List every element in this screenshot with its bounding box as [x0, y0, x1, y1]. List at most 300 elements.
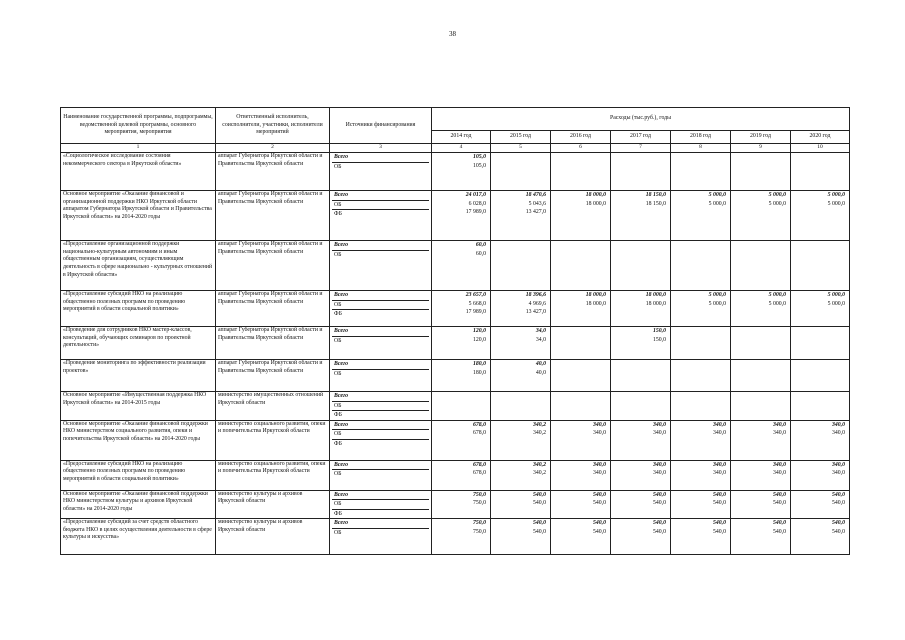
expense-value	[613, 409, 668, 418]
expense-year-cell	[731, 420, 791, 460]
expense-value: 340,0	[712, 430, 726, 436]
expense-value: 540,0	[772, 520, 786, 526]
header-responsible: Ответственный исполнитель, соисполнители, участники, исполнители мероприятий	[216, 108, 330, 144]
expense-value: 18 470,6	[525, 192, 546, 198]
expense-year-cell	[731, 490, 791, 519]
expense-value: 340,0	[831, 470, 845, 476]
expense-year-cell	[491, 519, 551, 555]
expense-value	[613, 250, 668, 259]
expense-value	[733, 360, 788, 369]
measure-name: «Социологическое исследование состояния некоммерческого сектора в Иркутской области»	[61, 153, 216, 191]
expense-year-cell	[491, 392, 551, 421]
expense-value: 540,0	[772, 528, 786, 535]
expense-value: 18 000,0	[585, 292, 606, 298]
expense-year-cell	[551, 191, 611, 241]
expense-year-cell	[791, 519, 850, 555]
expense-value	[793, 409, 847, 418]
expense-year-cell	[611, 327, 671, 360]
expense-value	[793, 241, 847, 250]
expense-value: 340,0	[772, 430, 786, 436]
expense-value	[673, 392, 728, 401]
expense-year-cell	[671, 460, 731, 490]
expense-value	[733, 409, 788, 418]
expense-value	[613, 369, 668, 378]
expense-year-cell	[671, 153, 731, 191]
expense-value: 13 427,0	[525, 309, 546, 315]
expense-year-cell	[551, 420, 611, 460]
expense-value: 6 028,0	[468, 200, 486, 207]
expense-value: 540,0	[712, 520, 726, 526]
column-index: 5	[491, 144, 551, 153]
expense-value: 180,0	[472, 369, 486, 376]
funding-source: Всего	[334, 421, 348, 428]
expense-value	[553, 327, 608, 336]
expense-value: 340,0	[652, 461, 666, 468]
column-index: 7	[611, 144, 671, 153]
expense-year-cell	[671, 291, 731, 327]
expense-value: 750,0	[472, 520, 486, 526]
expense-value: 540,0	[652, 500, 666, 506]
expense-year-cell	[791, 327, 850, 360]
expense-value	[553, 308, 608, 317]
responsible-executor: министерство культуры и архивов Иркутской области	[216, 519, 330, 555]
expense-year-cell	[551, 360, 611, 392]
expense-value	[553, 508, 608, 517]
expense-value	[733, 153, 788, 162]
expense-value: 105,0	[472, 154, 486, 160]
expense-value: 750,0	[472, 500, 486, 506]
expense-value: 540,0	[831, 500, 845, 506]
expense-value	[434, 392, 488, 401]
expense-year-cell	[551, 490, 611, 519]
expense-value: 120,0	[472, 336, 486, 343]
column-index-row	[61, 144, 850, 153]
responsible-executor: министерство социального развития, опеки и попечительства Иркутской области	[216, 460, 330, 490]
expense-value	[733, 208, 788, 217]
funding-source: Всего	[334, 328, 348, 334]
funding-source-cell	[330, 490, 432, 519]
expense-value	[493, 153, 548, 162]
funding-source: Всего	[334, 292, 348, 298]
expense-value: 5 043,6	[528, 200, 546, 207]
expense-value: 540,0	[592, 500, 606, 506]
expense-year-cell	[611, 241, 671, 291]
expense-value	[733, 369, 788, 378]
funding-source-cell	[330, 392, 432, 421]
expense-value: 540,0	[772, 500, 786, 506]
funding-source: ФБ	[332, 410, 429, 420]
expense-value	[493, 250, 548, 259]
expense-value	[553, 360, 608, 369]
expense-value: 17 989,0	[465, 309, 486, 315]
expense-value: 540,0	[772, 491, 786, 498]
expense-value	[673, 250, 728, 259]
expense-value	[733, 241, 788, 250]
measure-name: Основное мероприятие «Оказание финансовой поддержки НКО министерством социального развития, опеки и попечительства Иркутской области» на 2014-2020 годы	[61, 420, 216, 460]
column-index: 6	[551, 144, 611, 153]
funding-source-cell	[330, 519, 432, 555]
measure-name: «Предоставление организационной поддержки национально-культурным автономиям и иным общественным организациям, осуществляющим деятельность в сфере национально - культурных отношений в Иркутской области»	[61, 241, 216, 291]
expense-value: 18 000,0	[585, 200, 606, 207]
funding-source: Всего	[334, 520, 348, 526]
funding-source: ОБ	[332, 336, 429, 346]
expense-year-cell	[791, 191, 850, 241]
table-row	[61, 360, 850, 392]
funding-source: Всего	[334, 154, 348, 160]
expense-value: 60,0	[475, 242, 486, 248]
expense-year-cell	[731, 392, 791, 421]
expense-value	[793, 308, 847, 317]
measure-name: Основное мероприятие «Имущественная поддержка НКО Иркутской области» на 2014-2015 годы	[61, 392, 216, 421]
expense-year-cell	[791, 392, 850, 421]
expense-value	[553, 409, 608, 418]
expense-value	[673, 327, 728, 336]
expense-value: 5 000,0	[708, 300, 726, 307]
expense-value	[553, 241, 608, 250]
funding-source: Всего	[334, 461, 348, 468]
expense-value	[673, 308, 728, 317]
expense-value: 150,0	[652, 336, 666, 343]
expense-value	[673, 438, 728, 447]
expense-year-cell	[611, 291, 671, 327]
expense-value	[733, 508, 788, 517]
expense-value: 678,0	[472, 461, 486, 468]
measure-name: «Проведение для сотрудников НКО мастер-классов, консультаций, обучающих семинаров по проектной деятельности»	[61, 327, 216, 360]
expense-value	[793, 336, 847, 345]
funding-source-cell	[330, 420, 432, 460]
expense-value: 340,0	[772, 461, 786, 468]
expense-value: 540,0	[652, 520, 666, 526]
expense-value: 540,0	[712, 528, 726, 535]
funding-source-cell	[330, 327, 432, 360]
expense-value: 18 000,0	[645, 300, 666, 307]
funding-source: ОБ	[332, 162, 429, 172]
expense-value	[493, 241, 548, 250]
expense-value	[553, 438, 608, 447]
expense-value: 13 427,0	[525, 209, 546, 215]
responsible-executor: аппарат Губернатора Иркутской области и Правительства Иркутской области	[216, 153, 330, 191]
funding-source-cell	[330, 460, 432, 490]
table-row	[61, 241, 850, 291]
expense-value: 340,0	[592, 461, 606, 468]
expense-value: 340,0	[712, 470, 726, 476]
expense-year-cell	[491, 490, 551, 519]
column-index: 9	[731, 144, 791, 153]
funding-source: Всего	[334, 491, 348, 498]
expense-value: 18 150,0	[645, 200, 666, 207]
responsible-executor: аппарат Губернатора Иркутской области и Правительства Иркутской области	[216, 191, 330, 241]
measure-name: Основное мероприятие «Оказание финансовой и организационной поддержки НКО Иркутской области аппаратом Губернатора Иркутской области и Правительства Иркутской области» на 2014-2020 годы	[61, 191, 216, 241]
expense-value	[553, 162, 608, 171]
expense-value: 540,0	[532, 491, 546, 498]
budget-table	[60, 107, 850, 555]
expense-value: 5 000,0	[768, 292, 786, 298]
measure-name: «Проведение мониторинга по эффективности реализации проектов»	[61, 360, 216, 392]
expense-value	[613, 360, 668, 369]
expense-year-cell	[551, 327, 611, 360]
funding-source: ОБ	[332, 250, 429, 260]
expense-year-cell	[551, 460, 611, 490]
expense-value	[793, 327, 847, 336]
expense-year-cell	[551, 153, 611, 191]
funding-source: ОБ	[332, 528, 429, 538]
expense-value: 340,0	[831, 421, 845, 428]
expense-value	[553, 392, 608, 401]
expense-value: 5 000,0	[708, 292, 726, 298]
expense-value: 678,0	[472, 470, 486, 476]
expense-year-cell	[731, 191, 791, 241]
table-row	[61, 420, 850, 460]
expense-value: 540,0	[712, 491, 726, 498]
funding-source-cell	[330, 291, 432, 327]
expense-year-cell	[611, 392, 671, 421]
expense-value	[613, 162, 668, 171]
expense-value	[613, 153, 668, 162]
expense-value: 340,0	[831, 430, 845, 436]
page-number: 38	[449, 30, 456, 38]
expense-value: 540,0	[831, 491, 845, 498]
expense-year-cell	[791, 360, 850, 392]
expense-year-cell	[671, 519, 731, 555]
expense-year-cell	[432, 153, 491, 191]
expense-value: 34,0	[535, 328, 546, 334]
expense-value: 750,0	[472, 491, 486, 498]
expense-value: 540,0	[532, 520, 546, 526]
expense-year-cell	[731, 241, 791, 291]
expense-value: 540,0	[532, 528, 546, 535]
expense-year-cell	[671, 490, 731, 519]
table-row	[61, 519, 850, 555]
funding-source: Всего	[334, 361, 348, 367]
header-expenses: Расходы (тыс.руб.), годы	[432, 108, 850, 131]
expense-value: 18 000,0	[585, 192, 606, 198]
expense-value	[493, 162, 548, 171]
expense-value: 24 017,0	[465, 192, 486, 198]
funding-source: Всего	[334, 242, 348, 248]
expense-value: 150,0	[652, 328, 666, 334]
table-row	[61, 191, 850, 241]
expense-year-cell	[432, 360, 491, 392]
expense-value: 340,2	[532, 470, 546, 476]
column-index: 10	[791, 144, 850, 153]
expense-year-cell	[731, 327, 791, 360]
expense-year-cell	[611, 360, 671, 392]
expense-value	[733, 392, 788, 401]
funding-source-cell	[330, 360, 432, 392]
expense-value	[493, 508, 548, 517]
header-year: 2018 год	[671, 131, 731, 144]
expense-value: 5 000,0	[768, 200, 786, 207]
expense-value	[553, 208, 608, 217]
header-year: 2015 год	[491, 131, 551, 144]
header-year: 2016 год	[551, 131, 611, 144]
funding-source: ОБ	[332, 469, 429, 479]
expense-value: 120,0	[472, 328, 486, 334]
header-year: 2019 год	[731, 131, 791, 144]
expense-year-cell	[791, 291, 850, 327]
expense-value	[673, 336, 728, 345]
expense-value	[793, 369, 847, 378]
expense-value: 40,0	[535, 361, 546, 367]
table-row	[61, 392, 850, 421]
expense-value: 540,0	[652, 491, 666, 498]
header-row	[61, 108, 850, 131]
expense-value	[493, 401, 548, 410]
expense-value: 540,0	[652, 528, 666, 535]
expense-value: 18 000,0	[645, 292, 666, 298]
header-name: Наименование государственной программы, подпрограммы, ведомственной целевой программы, основного мероприятия, мероприятия	[61, 108, 216, 144]
expense-year-cell	[731, 153, 791, 191]
expense-value	[493, 392, 548, 401]
expense-value	[613, 508, 668, 517]
expense-year-cell	[791, 241, 850, 291]
expense-year-cell	[432, 191, 491, 241]
expense-value: 5 000,0	[827, 200, 845, 207]
expense-value	[613, 438, 668, 447]
header-year: 2017 год	[611, 131, 671, 144]
funding-source: ОБ	[332, 369, 429, 379]
expense-value: 340,0	[772, 470, 786, 476]
expense-value: 340,0	[772, 421, 786, 428]
expense-value: 5 000,0	[827, 192, 845, 198]
expense-year-cell	[551, 392, 611, 421]
expense-value: 5 000,0	[708, 200, 726, 207]
expense-value	[673, 401, 728, 410]
expense-value	[733, 401, 788, 410]
expense-value: 340,2	[532, 461, 546, 468]
expense-value: 5 000,0	[768, 300, 786, 307]
measure-name: «Предоставление субсидий НКО на реализацию общественно полезных программ по проведению мероприятий в области социальной политики»	[61, 291, 216, 327]
funding-source-cell	[330, 241, 432, 291]
expense-value	[553, 153, 608, 162]
expense-value: 340,0	[592, 421, 606, 428]
expense-year-cell	[791, 490, 850, 519]
expense-value: 18 150,0	[645, 192, 666, 198]
expense-value: 540,0	[592, 528, 606, 535]
expense-value	[673, 241, 728, 250]
responsible-executor: аппарат Губернатора Иркутской области и Правительства Иркутской области	[216, 241, 330, 291]
expense-value: 340,0	[831, 461, 845, 468]
expense-year-cell	[671, 327, 731, 360]
expense-value	[613, 241, 668, 250]
expense-value: 340,0	[592, 470, 606, 476]
expense-value	[553, 336, 608, 345]
expense-value: 340,0	[652, 421, 666, 428]
expense-year-cell	[671, 360, 731, 392]
expense-value: 340,2	[532, 421, 546, 428]
expense-value	[434, 508, 488, 517]
expense-year-cell	[551, 291, 611, 327]
expense-value: 540,0	[712, 500, 726, 506]
expense-value: 5 668,0	[468, 300, 486, 307]
expense-year-cell	[491, 291, 551, 327]
expense-year-cell	[491, 191, 551, 241]
expense-year-cell	[491, 327, 551, 360]
expense-value: 23 657,0	[465, 292, 486, 298]
header-year: 2020 год	[791, 131, 850, 144]
expense-value: 4 969,6	[528, 300, 546, 307]
expense-value	[673, 208, 728, 217]
expense-value	[553, 369, 608, 378]
expense-value	[493, 438, 548, 447]
expense-value	[613, 208, 668, 217]
expense-value: 540,0	[831, 520, 845, 526]
responsible-executor: министерство культуры и архивов Иркутской области	[216, 490, 330, 519]
column-index: 1	[61, 144, 216, 153]
expense-value: 18 000,0	[585, 300, 606, 307]
expense-value: 5 000,0	[827, 300, 845, 307]
funding-source: ФБ	[332, 309, 429, 319]
expense-year-cell	[551, 241, 611, 291]
expense-value: 105,0	[472, 162, 486, 169]
expense-value	[613, 392, 668, 401]
table-row	[61, 153, 850, 191]
expense-value	[733, 336, 788, 345]
expense-value: 40,0	[535, 369, 546, 376]
expense-year-cell	[432, 420, 491, 460]
expense-value: 340,0	[652, 430, 666, 436]
expense-year-cell	[731, 291, 791, 327]
expense-year-cell	[491, 360, 551, 392]
expense-value	[793, 153, 847, 162]
funding-source: ФБ	[332, 439, 429, 449]
expense-value	[793, 208, 847, 217]
expense-year-cell	[432, 460, 491, 490]
expense-value: 34,0	[535, 336, 546, 343]
expense-year-cell	[491, 153, 551, 191]
funding-source-cell	[330, 191, 432, 241]
expense-year-cell	[671, 241, 731, 291]
expense-value	[733, 438, 788, 447]
expense-year-cell	[611, 191, 671, 241]
expense-value	[673, 508, 728, 517]
funding-source-cell	[330, 153, 432, 191]
responsible-executor: аппарат Губернатора Иркутской области и Правительства Иркутской области	[216, 327, 330, 360]
funding-source: ОБ	[332, 401, 429, 411]
expense-value	[793, 508, 847, 517]
expense-year-cell	[791, 420, 850, 460]
expense-value	[553, 401, 608, 410]
expense-value	[673, 360, 728, 369]
expense-year-cell	[432, 291, 491, 327]
expense-value	[673, 369, 728, 378]
funding-source: ОБ	[332, 429, 429, 439]
expense-value: 60,0	[475, 250, 486, 257]
expense-value	[733, 250, 788, 259]
column-index: 3	[330, 144, 432, 153]
expense-value	[793, 162, 847, 171]
expense-value: 5 000,0	[768, 192, 786, 198]
expense-value: 18 396,6	[525, 292, 546, 298]
expense-value: 180,0	[472, 361, 486, 367]
responsible-executor: министерство имущественных отношений Иркутской области	[216, 392, 330, 421]
expense-year-cell	[671, 420, 731, 460]
measure-name: «Предоставление субсидий за счет средств областного бюджета НКО в целях осуществления деятельности в сфере культуры и искусства»	[61, 519, 216, 555]
expense-year-cell	[671, 392, 731, 421]
funding-source: ОБ	[332, 200, 429, 210]
funding-source: ОБ	[332, 300, 429, 310]
expense-value	[434, 409, 488, 418]
expense-value	[434, 401, 488, 410]
funding-source: Всего	[334, 192, 348, 198]
header-year: 2014 год	[432, 131, 491, 144]
column-index: 8	[671, 144, 731, 153]
expense-value	[793, 401, 847, 410]
expense-year-cell	[611, 490, 671, 519]
expense-value: 678,0	[472, 430, 486, 436]
expense-year-cell	[791, 460, 850, 490]
expense-year-cell	[611, 420, 671, 460]
